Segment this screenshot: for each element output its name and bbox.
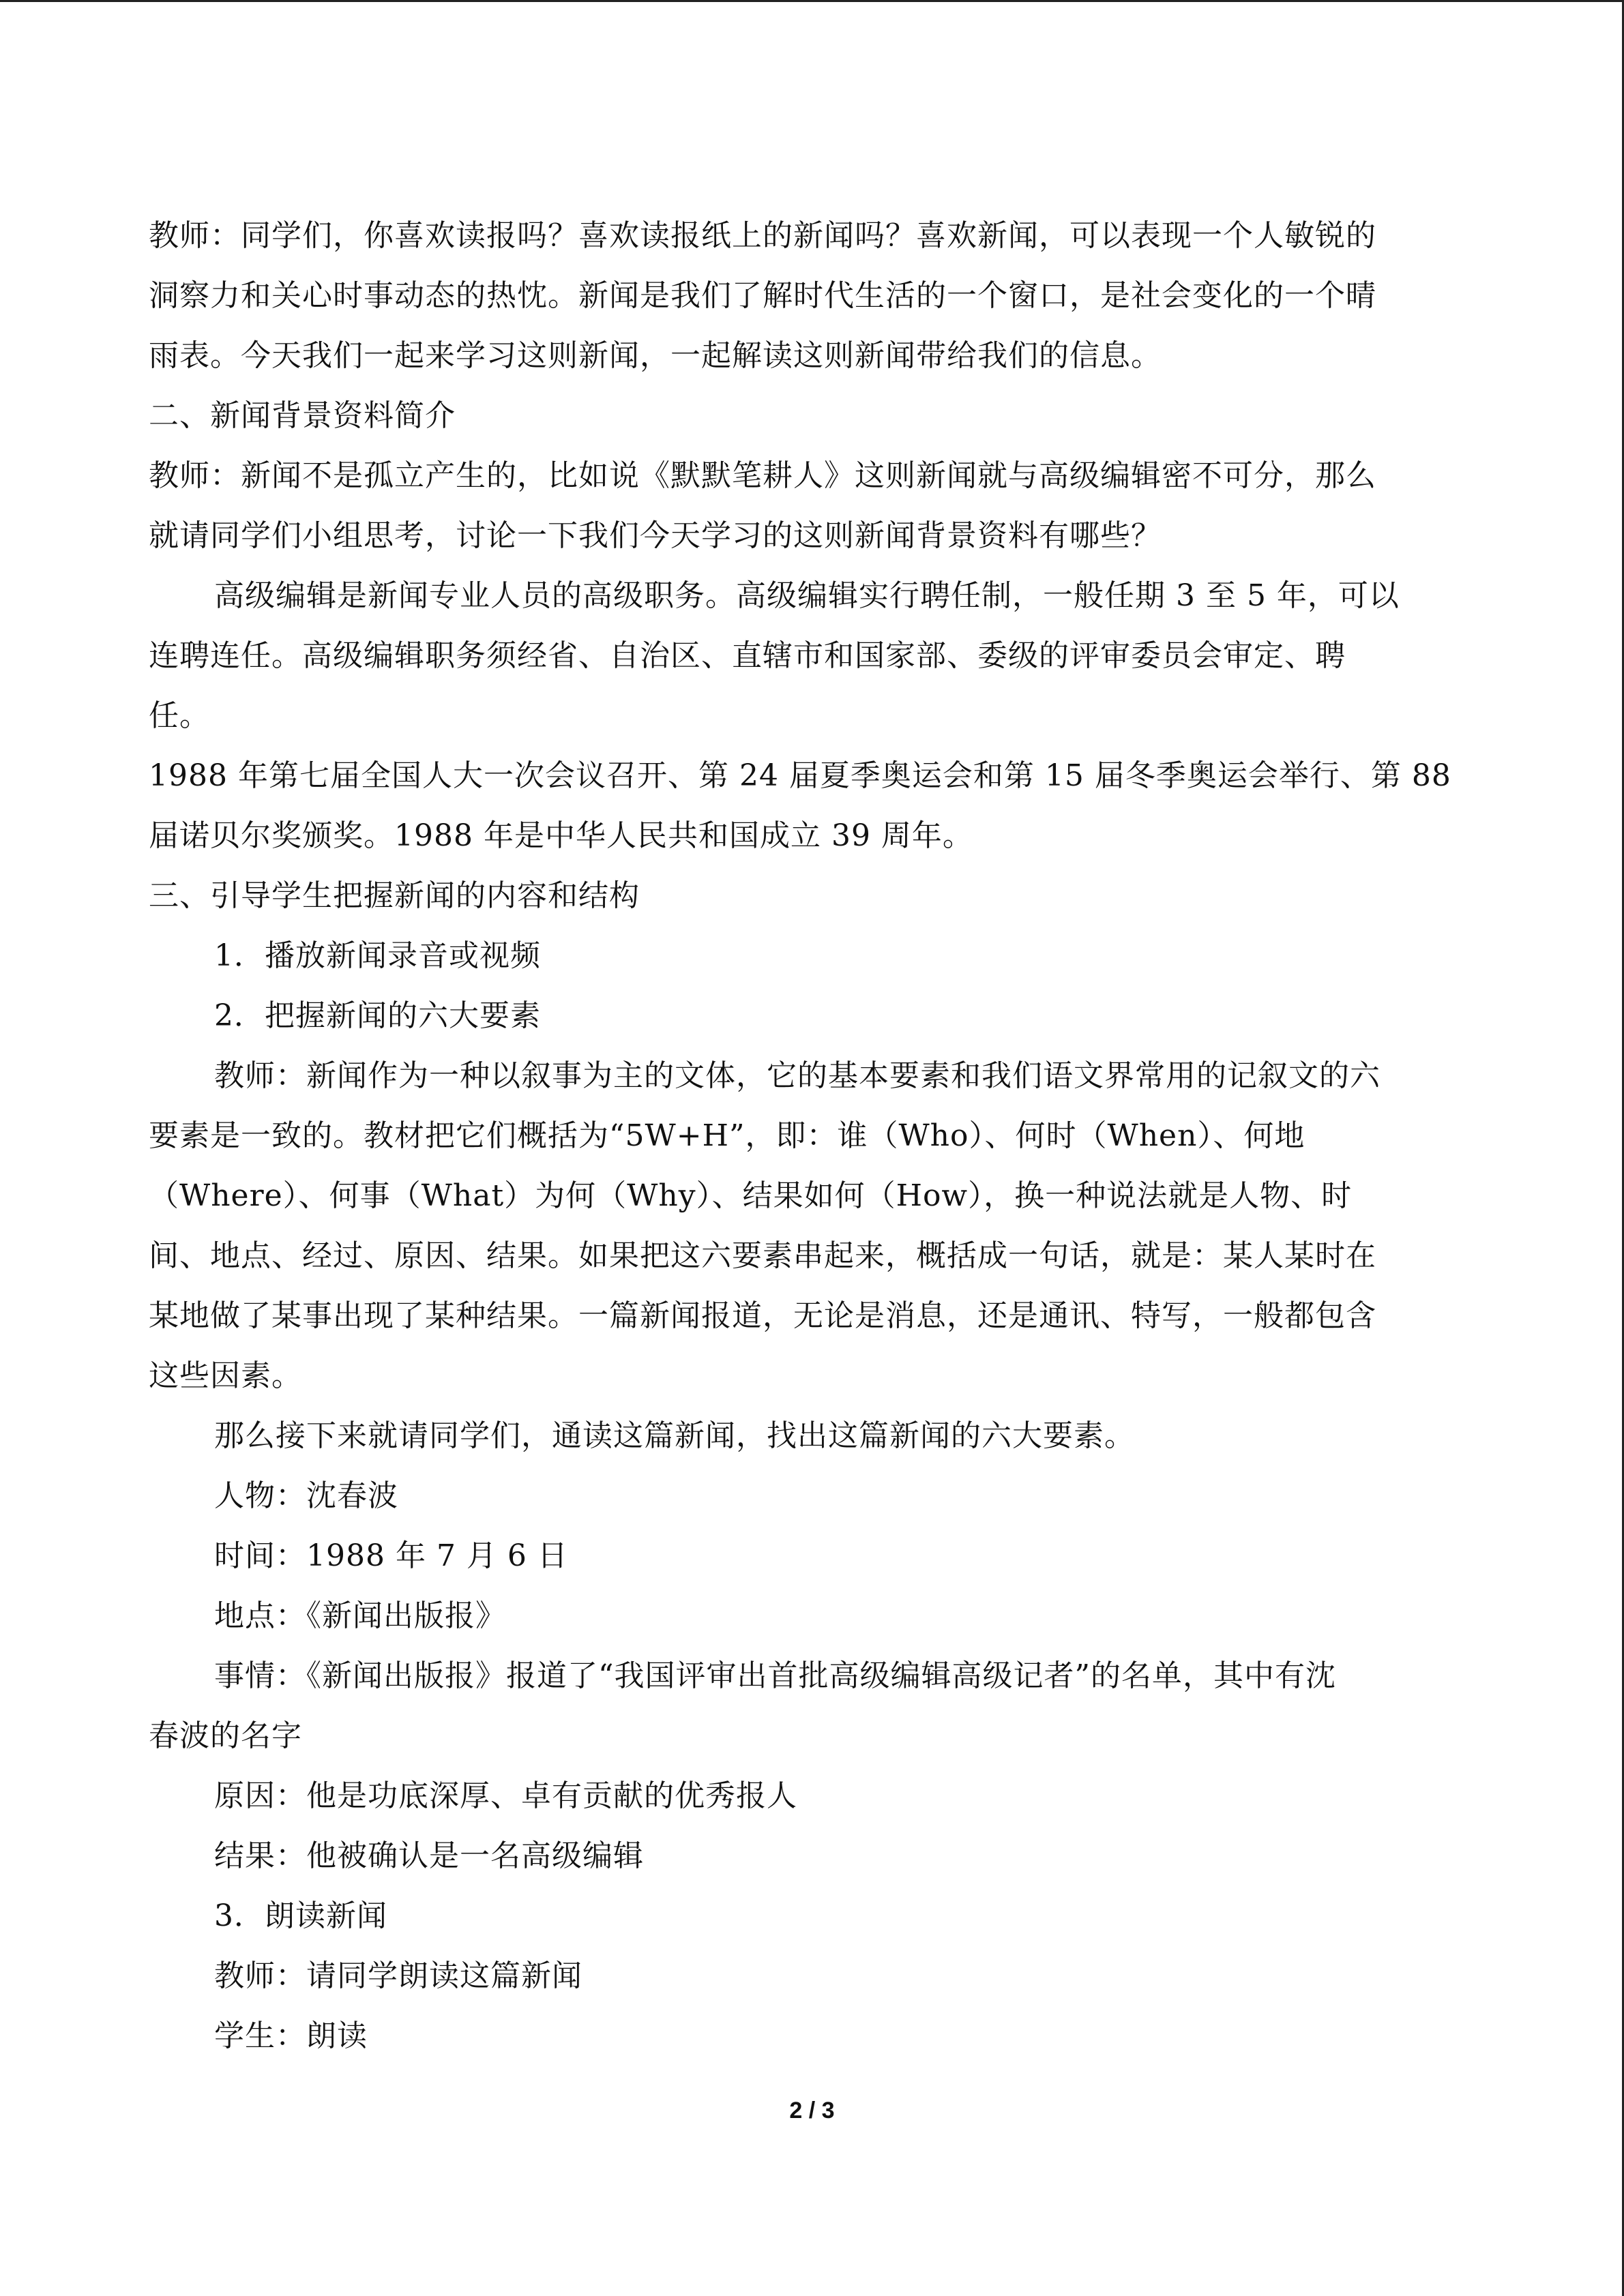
- text-line: 时间：1988 年 7 月 6 日: [214, 1538, 568, 1573]
- text-line: 洞察力和关心时事动态的热忱。新闻是我们了解时代生活的一个窗口，是社会变化的一个晴: [149, 278, 1376, 313]
- text-line: 三、引导学生把握新闻的内容和结构: [149, 878, 640, 913]
- text-line: 雨表。今天我们一起来学习这则新闻，一起解读这则新闻带给我们的信息。: [149, 338, 1162, 373]
- text-line: 1988 年第七届全国人大一次会议召开、第 24 届夏季奥运会和第 15 届冬季奥运会举行、第 88: [149, 758, 1451, 793]
- text-line: 事情：《新闻出版报》报道了“我国评审出首批高级编辑高级记者”的名单，其中有沈: [214, 1658, 1336, 1693]
- text-line: 春波的名字: [149, 1718, 302, 1753]
- text-line: 学生：朗读: [214, 2018, 368, 2053]
- text-line: 3．朗读新闻: [214, 1898, 387, 1933]
- text-line: 届诺贝尔奖颁奖。1988 年是中华人民共和国成立 39 周年。: [149, 818, 973, 853]
- text-line: 二、新闻背景资料简介: [149, 398, 456, 433]
- text-line: 原因：他是功底深厚、卓有贡献的优秀报人: [214, 1778, 797, 1813]
- text-line: 地点：《新闻出版报》: [214, 1598, 506, 1633]
- text-line: 这些因素。: [149, 1358, 302, 1393]
- text-line: 就请同学们小组思考，讨论一下我们今天学习的这则新闻背景资料有哪些？: [149, 518, 1162, 553]
- text-line: 1．播放新闻录音或视频: [214, 938, 541, 973]
- text-line: 某地做了某事出现了某种结果。一篇新闻报道，无论是消息，还是通讯、特写，一般都包含: [149, 1298, 1376, 1333]
- document-body: [149, 206, 1479, 2066]
- text-line: 那么接下来就请同学们，通读这篇新闻，找出这篇新闻的六大要素。: [214, 1418, 1135, 1453]
- text-line: 间、地点、经过、原因、结果。如果把这六要素串起来，概括成一句话，就是：某人某时在: [149, 1238, 1376, 1273]
- text-line: 教师：同学们，你喜欢读报吗？喜欢读报纸上的新闻吗？喜欢新闻，可以表现一个人敏锐的: [149, 218, 1376, 253]
- page-top-border: [0, 0, 1624, 6]
- text-line: （Where）、何事（What）为何（Why）、结果如何（How），换一种说法就是人物、时: [149, 1178, 1353, 1213]
- text-line: 连聘连任。高级编辑职务须经省、自治区、直辖市和国家部、委级的评审委员会审定、聘: [149, 638, 1346, 673]
- text-line: 人物：沈春波: [214, 1478, 398, 1513]
- text-line: 教师：请同学朗读这篇新闻: [214, 1958, 582, 1993]
- text-line: 结果：他被确认是一名高级编辑: [214, 1838, 644, 1873]
- text-line: 高级编辑是新闻专业人员的高级职务。高级编辑实行聘任制，一般任期 3 至 5 年，可以: [214, 578, 1400, 613]
- page-number: 2 / 3: [789, 2098, 835, 2123]
- text-line: 教师：新闻不是孤立产生的，比如说《默默笔耕人》这则新闻就与高级编辑密不可分，那么: [149, 458, 1376, 493]
- text-line: 任。: [149, 698, 210, 733]
- text-line: 2．把握新闻的六大要素: [214, 998, 541, 1033]
- text-line: 教师：新闻作为一种以叙事为主的文体，它的基本要素和我们语文界常用的记叙文的六: [214, 1058, 1381, 1093]
- text-line: 要素是一致的。教材把它们概括为“5W+H”，即：谁（Who）、何时（When）、何地: [149, 1118, 1305, 1153]
